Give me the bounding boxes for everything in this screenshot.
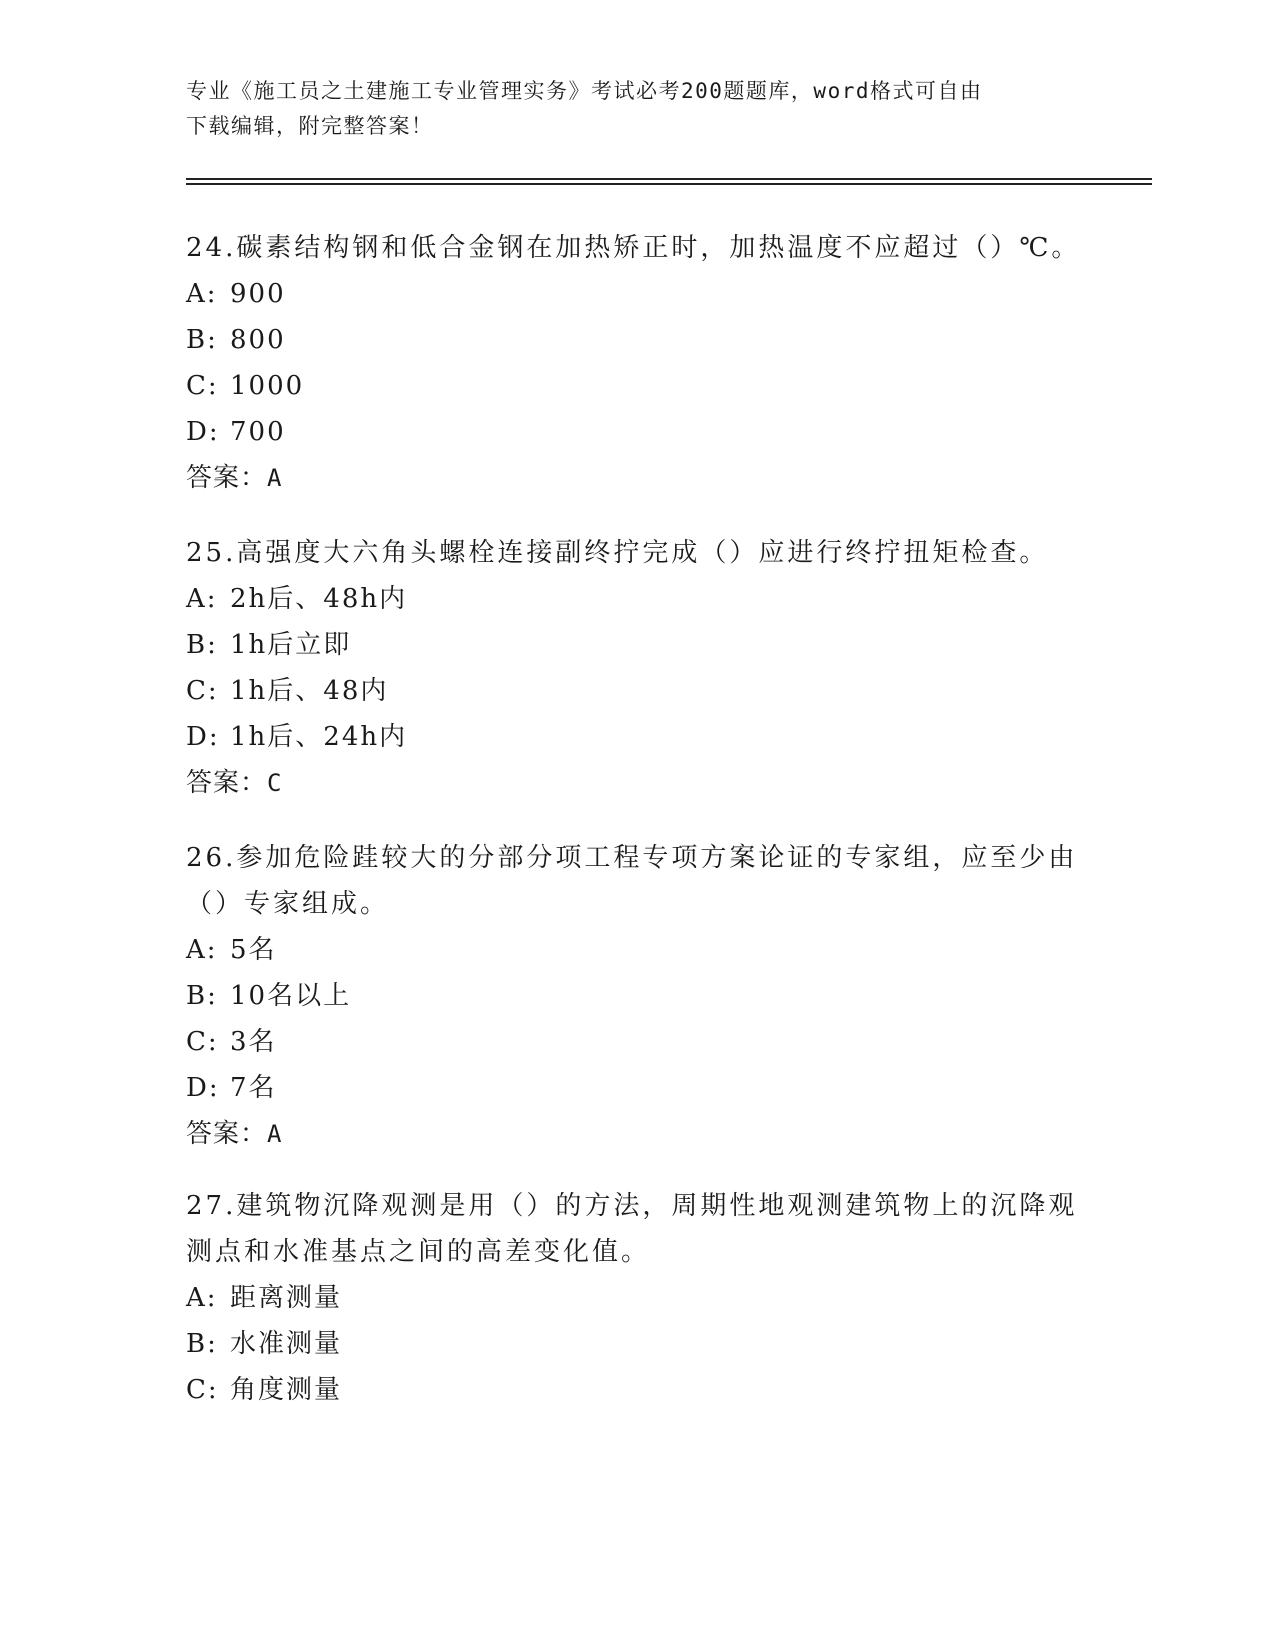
option-text: 700 <box>230 417 286 447</box>
question-26 <box>186 835 1086 1157</box>
option-c <box>186 1367 1086 1413</box>
option-text: 水准测量 <box>230 1329 343 1359</box>
answer-value: C <box>267 769 283 797</box>
option-text: 角度测量 <box>230 1375 343 1405</box>
option-text: 1h后立即 <box>230 630 352 660</box>
question-stem-line-2: 测点和水准基点之间的高差变化值。 <box>186 1237 651 1267</box>
option-d <box>186 409 1086 455</box>
option-label: C: <box>186 676 219 706</box>
option-label: C: <box>186 1375 219 1405</box>
question-stem: 25.高强度大六角头螺栓连接副终拧完成（）应进行终拧扭矩检查。 <box>186 538 1049 568</box>
option-b <box>186 622 1086 668</box>
option-text: 5名 <box>230 935 277 965</box>
option-label: D: <box>186 722 220 752</box>
option-b <box>186 317 1086 363</box>
answer-line <box>186 1111 1086 1157</box>
option-label: A: <box>186 584 218 614</box>
answer-label: 答案： <box>186 463 268 493</box>
header-line-2: 下载编辑，附完整答案！ <box>186 114 434 138</box>
option-label: B: <box>186 325 218 355</box>
question-24 <box>186 225 1086 501</box>
option-label: B: <box>186 981 218 1011</box>
option-label: D: <box>186 417 220 447</box>
option-text: 7名 <box>230 1073 277 1103</box>
option-text: 10名以上 <box>230 981 352 1011</box>
option-a <box>186 271 1086 317</box>
question-stem-line-1: 27.建筑物沉降观测是用（）的方法，周期性地观测建筑物上的沉降观 <box>186 1191 1078 1221</box>
answer-value: A <box>267 1120 283 1148</box>
question-stem <box>186 835 1086 927</box>
document-header <box>186 74 1086 144</box>
option-c <box>186 1019 1086 1065</box>
question-stem: 24.碳素结构钢和低合金钢在加热矫正时，加热温度不应超过（）℃。 <box>186 233 1081 263</box>
answer-label: 答案： <box>186 768 268 798</box>
option-label: B: <box>186 630 218 660</box>
question-27 <box>186 1183 1086 1413</box>
option-a <box>186 576 1086 622</box>
option-text: 1h后、48内 <box>230 676 389 706</box>
option-label: A: <box>186 935 218 965</box>
option-text: 1h后、24h内 <box>230 722 408 752</box>
question-stem-line-1: 26.参加危险跬较大的分部分项工程专项方案论证的专家组，应至少由 <box>186 843 1078 873</box>
answer-line <box>186 455 1086 501</box>
option-label: B: <box>186 1329 218 1359</box>
option-d <box>186 714 1086 760</box>
header-rule-top <box>186 178 1152 180</box>
option-label: C: <box>186 1027 219 1057</box>
option-text: 800 <box>230 325 286 355</box>
option-b <box>186 973 1086 1019</box>
question-stem <box>186 1183 1086 1275</box>
option-text: 3名 <box>230 1027 277 1057</box>
option-d <box>186 1065 1086 1111</box>
option-c <box>186 668 1086 714</box>
option-b <box>186 1321 1086 1367</box>
question-stem-line-2: （）专家组成。 <box>186 889 390 919</box>
option-a <box>186 927 1086 973</box>
option-label: A: <box>186 1283 218 1313</box>
option-a <box>186 1275 1086 1321</box>
option-text: 2h后、48h内 <box>230 584 408 614</box>
question-25 <box>186 530 1086 806</box>
option-label: C: <box>186 371 219 401</box>
option-text: 1000 <box>230 371 305 401</box>
option-text: 距离测量 <box>230 1283 343 1313</box>
header-line-1: 专业《施工员之土建施工专业管理实务》考试必考200题题库，word格式可自由 <box>186 79 983 103</box>
answer-label: 答案： <box>186 1119 268 1149</box>
option-c <box>186 363 1086 409</box>
answer-line <box>186 760 1086 806</box>
option-label: A: <box>186 279 218 309</box>
option-label: D: <box>186 1073 220 1103</box>
header-rule-bottom <box>186 183 1152 185</box>
answer-value: A <box>267 464 283 492</box>
option-text: 900 <box>230 279 286 309</box>
